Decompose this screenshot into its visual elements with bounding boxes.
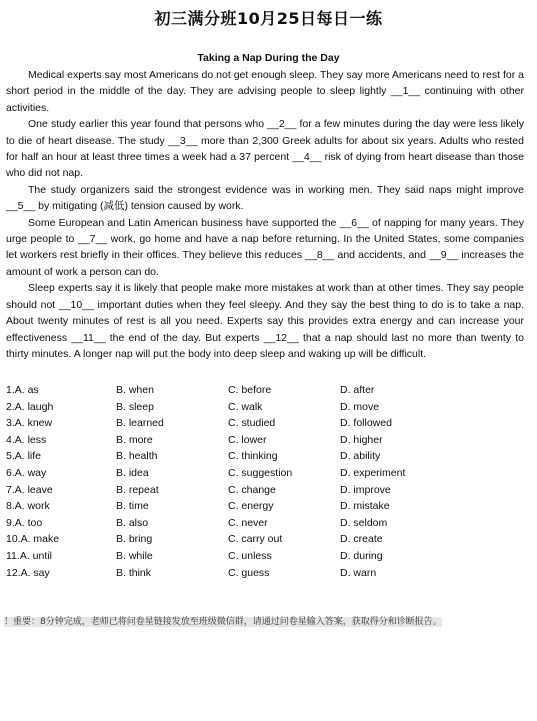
passage-title: Taking a Nap During the Day xyxy=(197,52,340,64)
option-row-2 xyxy=(6,399,526,416)
option-row-10 xyxy=(6,531,526,548)
notice-text: ！重要：8分钟完成，老师已将问卷星链接发放至班级微信群，请通过问卷星输入答案，获取得分和诊断报告。 xyxy=(4,617,442,627)
passage-paragraph-3: The study organizers said the strongest evidence was in working men. They said naps might improve __5__ by mitigating (减低) tension caused by work. xyxy=(6,183,524,213)
option-c: C. carry out xyxy=(228,533,283,546)
option-c: C. thinking xyxy=(228,450,278,463)
option-d: D. after xyxy=(340,384,375,396)
option-d: D. during xyxy=(340,549,383,562)
option-d: D. mistake xyxy=(340,500,390,513)
passage-paragraph-2: One study earlier this year found that persons who __2__ for a few minutes during the day were less likely to die of heart disease. The study __3__ more than 2,300 Greek adults for about six years. Adults who rested for half an hour at least three times a week had a 37 percent __4__ risk of dying from heart disease than those who did not nap. xyxy=(6,118,524,180)
option-b: B. health xyxy=(116,450,158,463)
option-b: B. repeat xyxy=(116,483,159,496)
option-row-7 xyxy=(6,482,526,499)
option-a: 4.A. less xyxy=(6,433,47,446)
option-row-3 xyxy=(6,415,526,432)
option-a: 6.A. way xyxy=(6,466,47,479)
passage-paragraph-1: Medical experts say most Americans do not get enough sleep. They say more Americans need to rest for a short period in the middle of the day. They are advising people to sleep lightly __1__ continuing with other activities. xyxy=(6,69,524,114)
option-c: C. unless xyxy=(228,549,272,562)
option-b: B. when xyxy=(116,384,154,396)
option-c: C. studied xyxy=(228,417,276,430)
option-a: 11.A. until xyxy=(6,549,52,562)
option-c: C. lower xyxy=(228,433,267,446)
option-a: 9.A. too xyxy=(6,516,43,529)
option-d: D. followed xyxy=(340,417,392,430)
option-d: D. create xyxy=(340,533,383,546)
option-d: D. move xyxy=(340,400,380,413)
option-b: B. while xyxy=(116,549,153,562)
option-a: 8.A. work xyxy=(6,500,50,513)
option-c: C. guess xyxy=(228,566,270,579)
option-b: B. bring xyxy=(116,533,153,546)
option-b: B. think xyxy=(116,566,152,579)
option-c: C. suggestion xyxy=(228,466,293,479)
passage-paragraph-4: Some European and Latin American business have supported the __6__ of napping for many years. They urge people to __7__ work, go home and have a nap before returning. In the United States, some companies let workers rest briefly in their offices. They believe this reduces __8__ and accidents, and __9__ increases the amount of work a person can do. xyxy=(6,216,524,278)
passage-paragraph-5: Sleep experts say it is likely that people make more mistakes at work than at other times. They say people should not __10__ important duties when they feel sleepy. And they say the best thing to do is to take a nap. About twenty minutes of rest is all you need. Experts say this provides extra energy and can increase your effectiveness __11__ the end of the day. But experts __12__ that a nap should last no more than twenty to thirty minutes. A longer nap will put the body into deep sleep and waking up will be difficult. xyxy=(6,282,524,360)
option-b: B. time xyxy=(116,500,149,513)
option-d: D. experiment xyxy=(340,466,406,479)
option-d: D. warn xyxy=(340,566,377,579)
option-b: B. also xyxy=(116,516,149,529)
option-a: 2.A. laugh xyxy=(6,400,54,413)
option-d: D. seldom xyxy=(340,516,388,529)
option-b: B. idea xyxy=(116,466,149,479)
option-c: C. walk xyxy=(228,400,263,413)
option-row-8 xyxy=(6,498,526,515)
option-a: 1.A. as xyxy=(6,384,39,396)
option-a: 3.A. knew xyxy=(6,417,53,430)
option-d: D. ability xyxy=(340,450,381,463)
option-b: B. learned xyxy=(116,417,164,430)
notice xyxy=(4,614,526,630)
option-d: D. improve xyxy=(340,483,391,496)
page-title: 初三满分班10月25日每日一练 xyxy=(154,9,383,28)
option-b: B. more xyxy=(116,433,153,446)
options-list xyxy=(6,382,526,581)
option-a: 7.A. leave xyxy=(6,483,53,496)
option-d: D. higher xyxy=(340,433,383,446)
option-c: C. change xyxy=(228,483,276,496)
option-a: 10.A. make xyxy=(6,533,60,546)
option-a: 12.A. say xyxy=(6,566,50,579)
option-c: C. before xyxy=(228,384,272,396)
option-row-4 xyxy=(6,432,526,449)
option-c: C. never xyxy=(228,516,268,529)
option-row-9 xyxy=(6,515,526,532)
passage xyxy=(6,67,524,362)
option-row-12 xyxy=(6,565,526,582)
option-row-1 xyxy=(6,382,526,399)
option-c: C. energy xyxy=(228,500,274,513)
option-row-11 xyxy=(6,548,526,565)
option-row-5 xyxy=(6,448,526,465)
option-b: B. sleep xyxy=(116,400,154,413)
option-a: 5.A. life xyxy=(6,450,42,463)
option-row-6 xyxy=(6,465,526,482)
